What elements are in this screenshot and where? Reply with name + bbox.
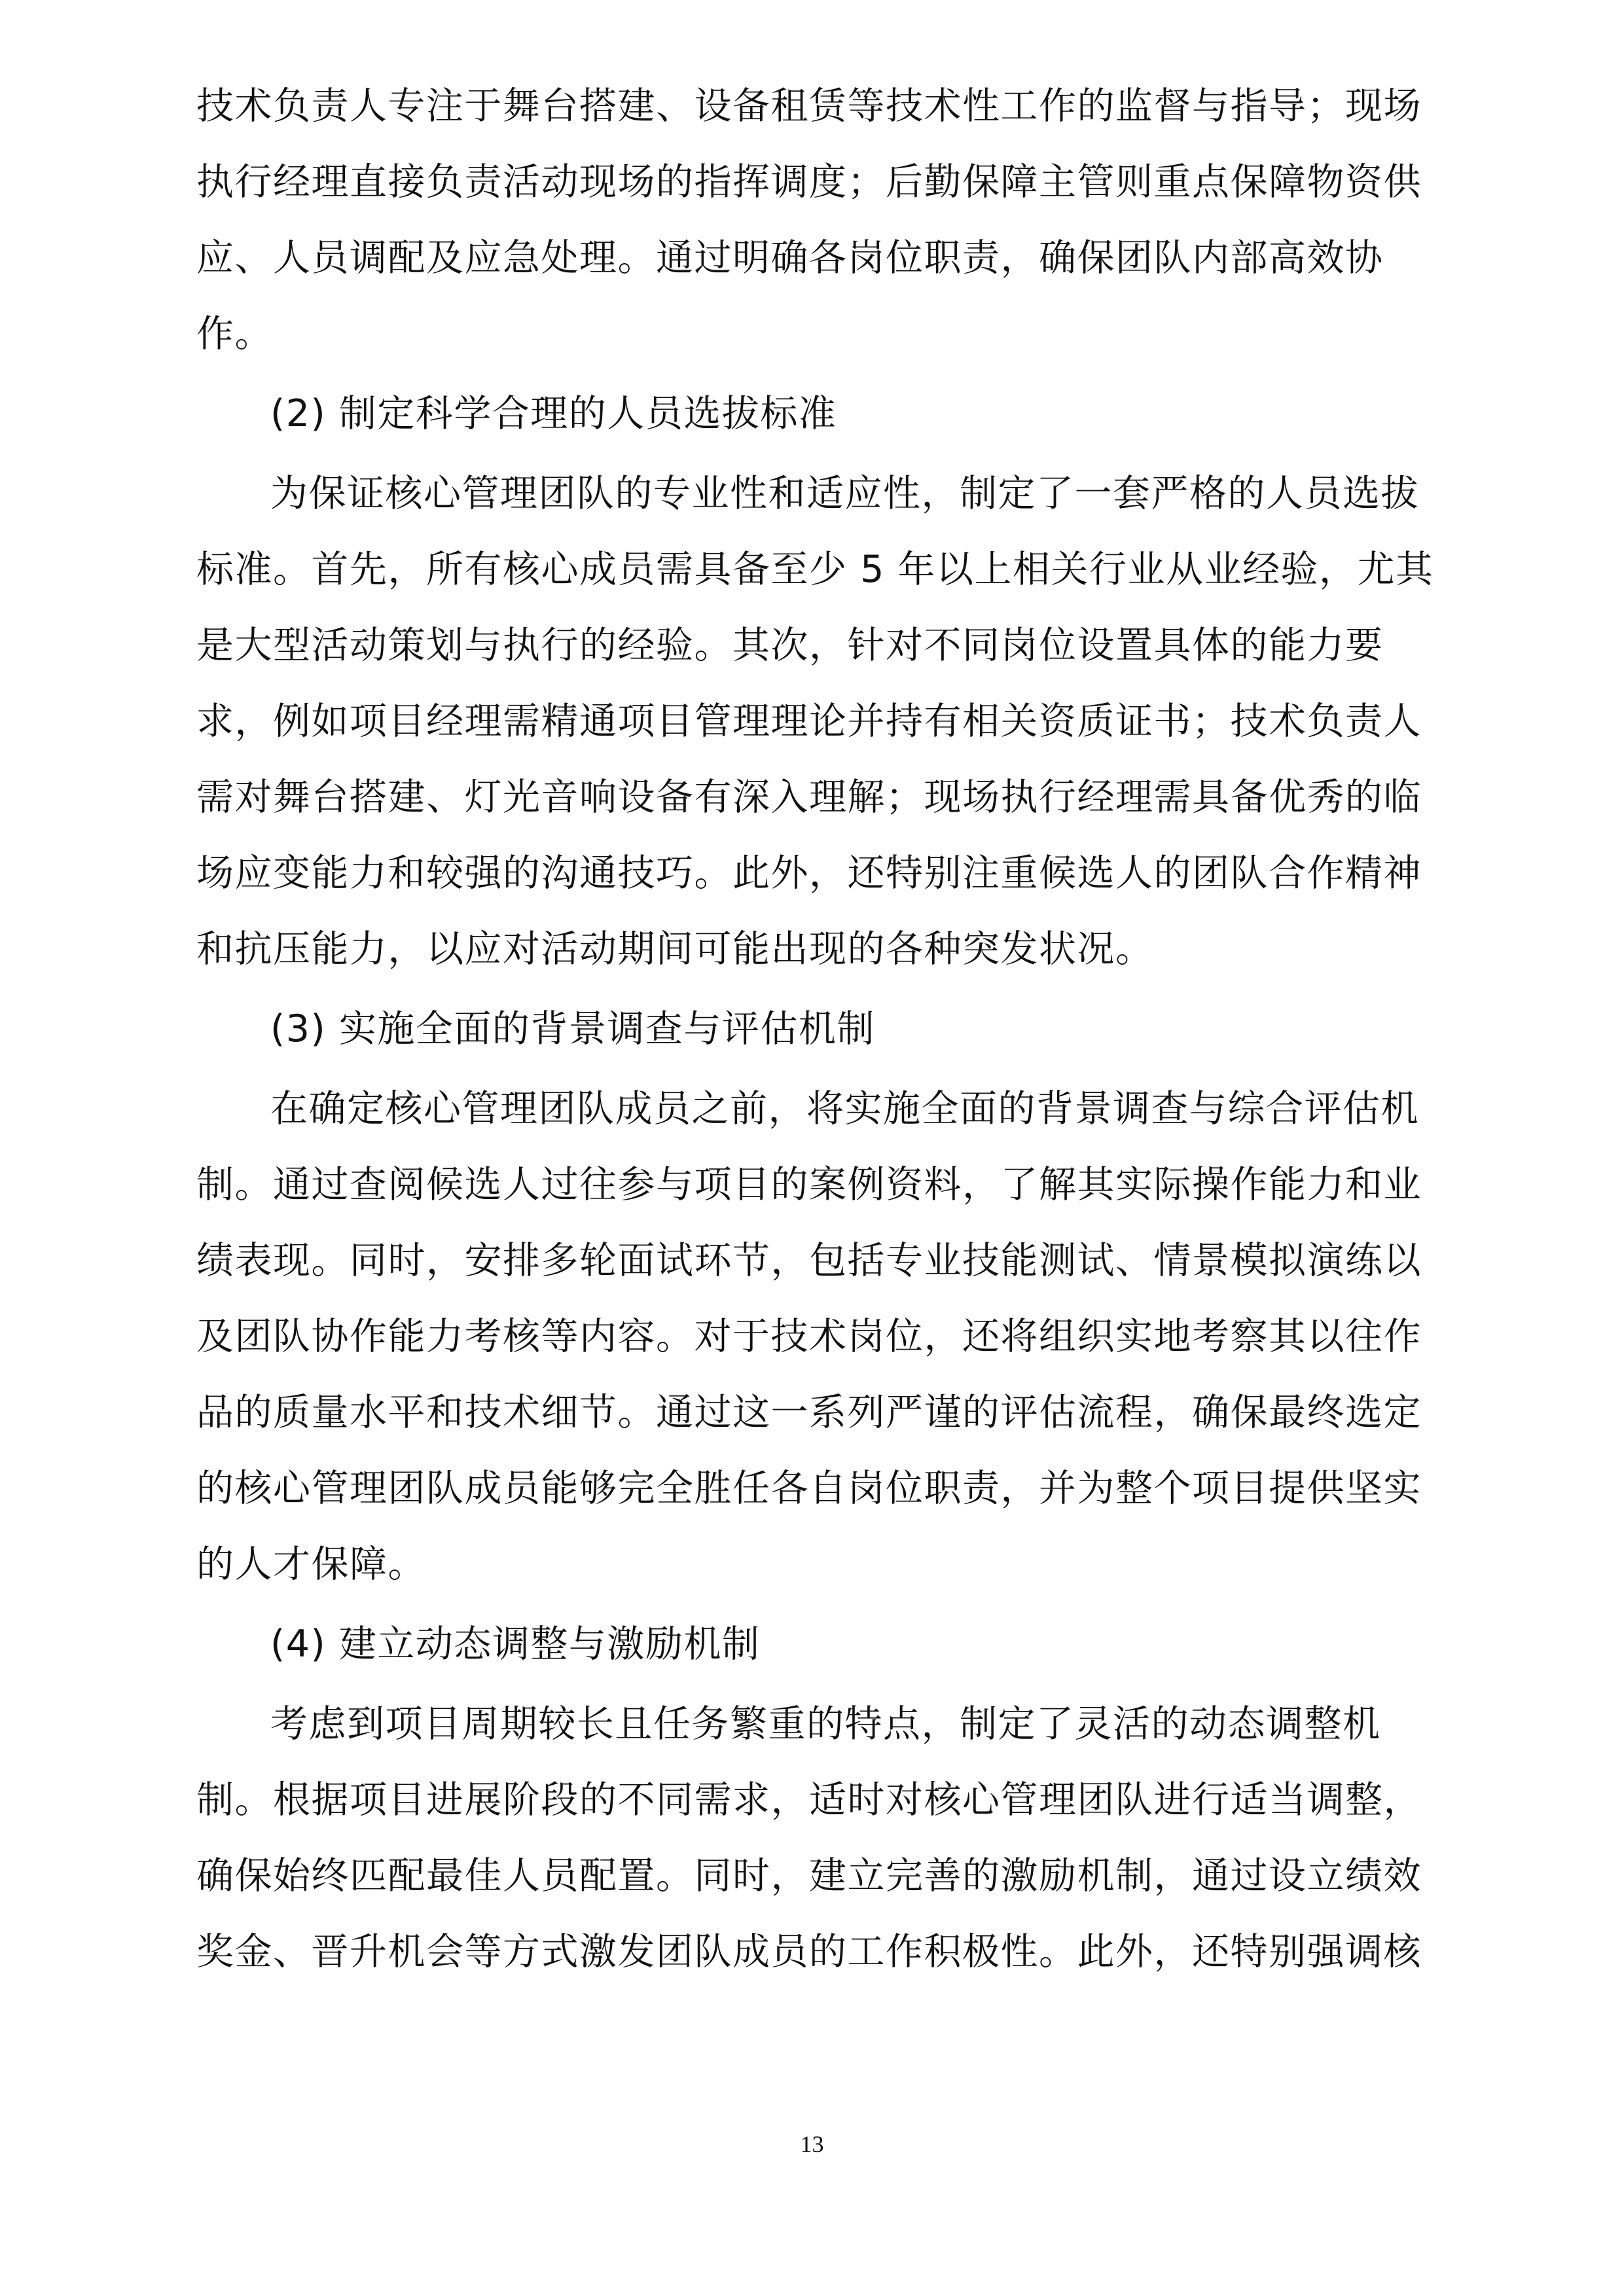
paragraph (196, 68, 1440, 372)
document-body (196, 68, 1440, 1990)
paragraph (196, 456, 1440, 987)
text-line: 在确定核心管理团队成员之前，将实施全面的背景调查与综合评估机 (270, 1087, 1419, 1130)
text-line: 技术负责人专注于舞台搭建、设备租赁等技术性工作的监督与指导；现场 (196, 84, 1422, 128)
section-heading (196, 372, 1440, 456)
text-line: 奖金、晋升机会等方式激发团队成员的工作积极性。此外，还特别强调核 (196, 1930, 1422, 1973)
section-heading (196, 1602, 1440, 1686)
text-line: 作。 (196, 312, 273, 355)
text-line: 绩表现。同时，安排多轮面试环节，包括专业技能测试、情景模拟演练以 (196, 1239, 1422, 1282)
text-line: 的核心管理团队成员能够完全胜任各自岗位职责，并为整个项目提供坚实 (196, 1467, 1422, 1510)
heading-text: (2) 制定科学合理的人员选拔标准 (270, 392, 837, 435)
text-line: 制。根据项目进展阶段的不同需求，适时对核心管理团队进行适当调整， (196, 1778, 1422, 1821)
page-number: 13 (800, 2131, 824, 2157)
text-line: 制。通过查阅候选人过往参与项目的案例资料，了解其实际操作能力和业 (196, 1163, 1422, 1206)
heading-text: (3) 实施全面的背景调查与评估机制 (270, 1007, 875, 1050)
text-line: 为保证核心管理团队的专业性和适应性，制定了一套严格的人员选拔 (270, 472, 1419, 515)
paragraph (196, 1071, 1440, 1602)
text-line: 是大型活动策划与执行的经验。其次，针对不同岗位设置具体的能力要 (196, 624, 1384, 667)
text-line: 品的质量水平和技术细节。通过这一系列严谨的评估流程，确保最终选定 (196, 1391, 1422, 1434)
text-line: 确保始终匹配最佳人员配置。同时，建立完善的激励机制，通过设立绩效 (196, 1854, 1422, 1897)
text-line: 的人才保障。 (196, 1543, 426, 1586)
text-line: 需对舞台搭建、灯光音响设备有深入理解；现场执行经理需具备优秀的临 (196, 776, 1422, 819)
text-line: 标准。首先，所有核心成员需具备至少 5 年以上相关行业从业经验，尤其 (196, 548, 1434, 591)
text-line: 和抗压能力，以应对活动期间可能出现的各种突发状况。 (196, 927, 1154, 971)
text-line: 应、人员调配及应急处理。通过明确各岗位职责，确保团队内部高效协 (196, 236, 1384, 279)
paragraph (196, 1686, 1440, 1990)
text-line: 求，例如项目经理需精通项目管理理论并持有相关资质证书；技术负责人 (196, 700, 1422, 743)
heading-text: (4) 建立动态调整与激励机制 (270, 1623, 761, 1666)
text-line: 场应变能力和较强的沟通技巧。此外，还特别注重候选人的团队合作精神 (196, 852, 1422, 895)
section-heading (196, 987, 1440, 1071)
text-line: 执行经理直接负责活动现场的指挥调度；后勤保障主管则重点保障物资供 (196, 160, 1422, 204)
text-line: 及团队协作能力考核等内容。对于技术岗位，还将组织实地考察其以往作 (196, 1315, 1422, 1358)
text-line: 考虑到项目周期较长且任务繁重的特点，制定了灵活的动态调整机 (270, 1702, 1381, 1746)
